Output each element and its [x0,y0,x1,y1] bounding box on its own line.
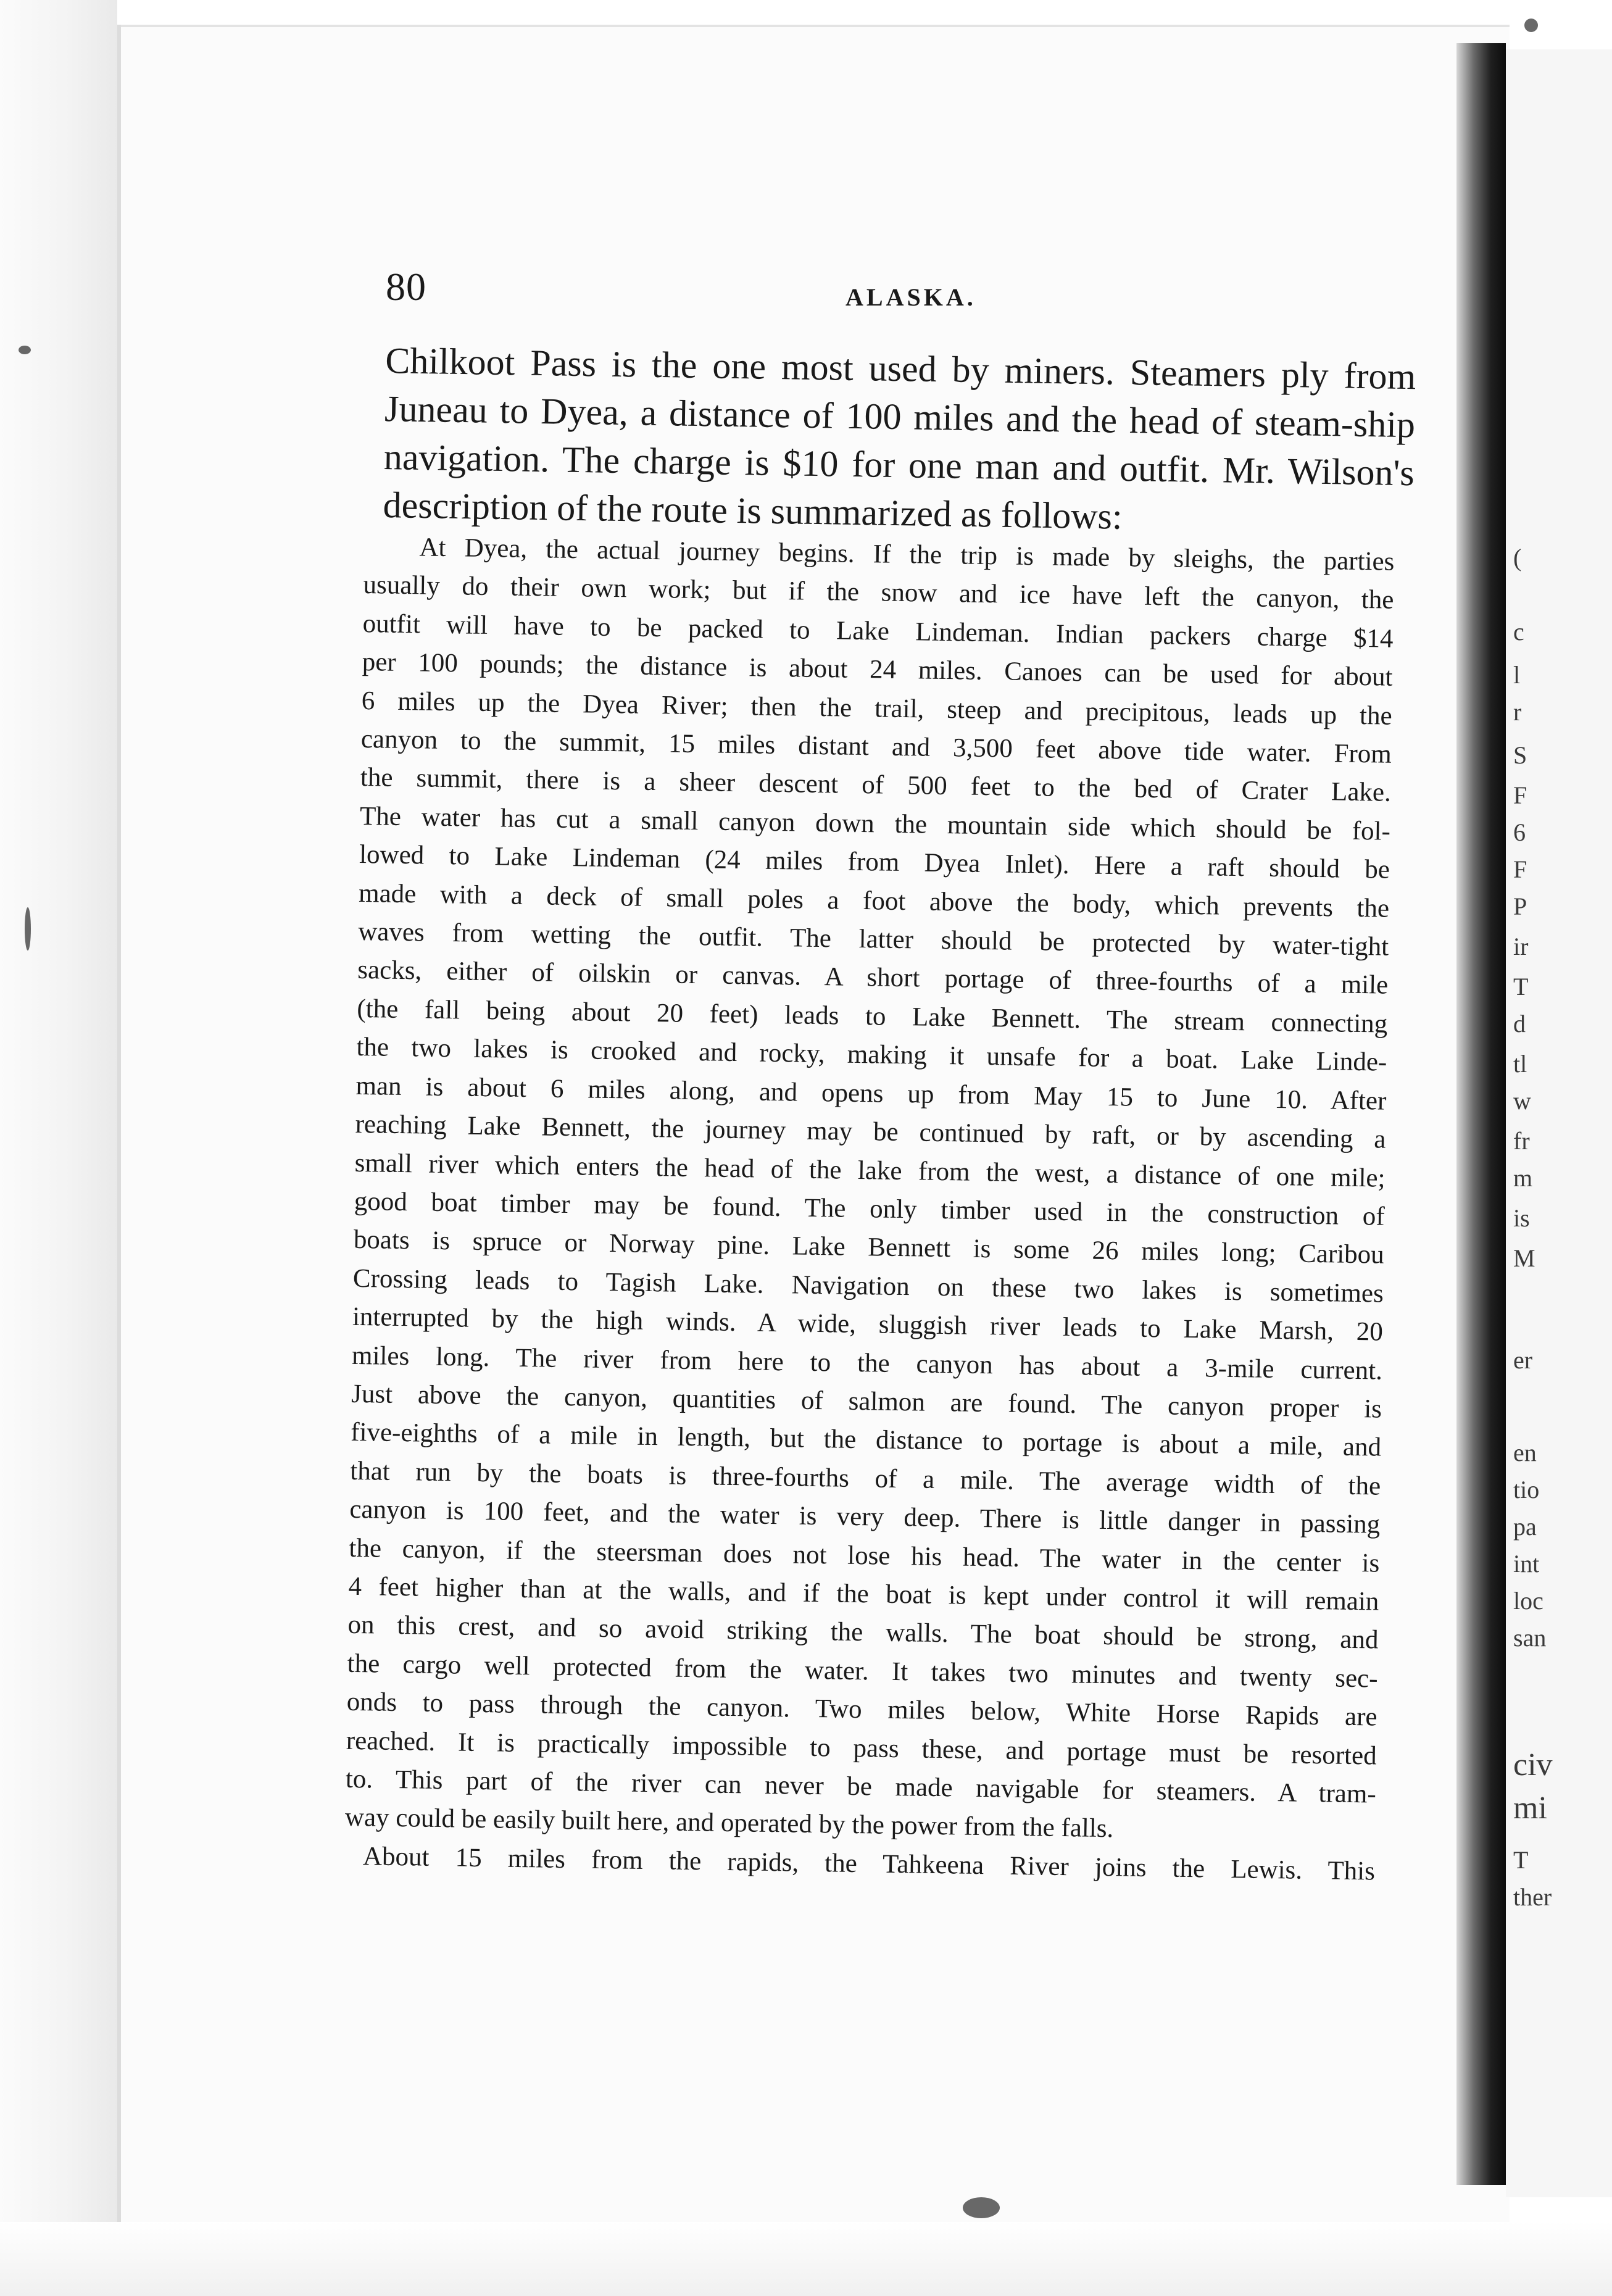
facing-page-fragment: fr [1513,1127,1530,1155]
quoted-description [344,528,1395,1891]
quote-line: made with a deck of small poles a foot above the body, which prevents the [358,878,1390,923]
facing-page-fragment: T [1513,1846,1529,1874]
facing-page-fragment: tl [1513,1050,1527,1078]
page-number: 80 [386,265,426,309]
quote-line: miles long. The river from here to the canyon has about a 3-mile current. [351,1341,1383,1386]
facing-page-fragment: civ [1513,1747,1553,1782]
quote-line: the cargo well protected from the water. It takes two minutes and twenty sec- [347,1649,1378,1694]
facing-page-fragment: is [1513,1204,1530,1232]
quote-line: At Dyea, the actual journey begins. If the trip is made by sleighs, the parties [419,533,1395,576]
quote-line: canyon to the summit, 15 miles distant and 3,500 feet above tide water. From [360,724,1392,769]
quote-line: lowed to Lake Lindeman (24 miles from Dyea Inlet). Here a raft should be [359,840,1390,884]
facing-page-fragment: T [1513,973,1529,1000]
quote-line: that run by the boats is three-fourths of a mile. The average width of the [349,1456,1381,1501]
left-book-edge [0,0,117,2296]
facing-page-fragment: w [1513,1087,1531,1115]
quote-line: the canyon, if the steersman does not lose his head. The water in the center is [349,1533,1380,1578]
quote-line: five-eighths of a mile in length, but the distance to portage is about a mile, and [350,1418,1382,1462]
facing-page-fragment: P [1513,892,1527,920]
quote-line: Just above the canyon, quantities of salmon are found. The canyon proper is [351,1379,1382,1424]
quote-line: 6 miles up the Dyea River; then the trail, steep and precipitous, leads up the [361,686,1393,731]
quote-line: man is about 6 miles along, and opens up from May 15 to June 10. After [355,1071,1387,1116]
quote-line: to. This part of the river can never be made navigable for steamers. A tram- [345,1764,1377,1809]
scan-speck [1524,19,1538,32]
quote-line: The water has cut a small canyon down the mountain side which should be fol- [359,801,1391,846]
facing-page-fragment: F [1513,855,1527,883]
quote-line: way could be easily built here, and operated by the power from the falls. [344,1803,1114,1844]
facing-page-fragment: tio [1513,1476,1540,1504]
quote-line: on this crest, and so avoid striking the walls. The boat should be strong, and [347,1610,1379,1655]
lead-paragraph: Chilkoot Pass is the one most used by miners. Steamers ply from Juneau to Dyea, a distance of 100 miles and the head of steam-ship navigation. The charge is $10 for one man and outfit. Mr. Wilson's description of the route is summarized as follows: [383,339,1416,537]
facing-page-fragment: ( [1513,544,1522,572]
running-head: ALASKA. [845,283,976,311]
quote-line: reached. It is practically impossible to pass these, and portage must be resorted [346,1726,1377,1771]
facing-page-fragment: mi [1513,1791,1547,1826]
quote-line: sacks, either of oilskin or canvas. A short portage of three-fourths of a mile [357,955,1389,1000]
facing-page-fragment: F [1513,781,1527,809]
scan-speck [19,346,31,354]
quote-line: 4 feet higher than at the walls, and if the boat is kept under control it will remain [348,1571,1379,1616]
book-gutter-shadow [1456,43,1506,2185]
quote-line: (the fall being about 20 feet) leads to Lake Bennett. The stream connecting [357,994,1388,1039]
quote-line: canyon is 100 feet, and the water is very deep. There is little danger in passing [349,1494,1381,1539]
facing-page-fragment: l [1513,661,1521,689]
facing-page-fragment: S [1513,741,1527,769]
quote-line: waves from wetting the outfit. The latter should be protected by water-tight [357,917,1389,962]
facing-page-fragment: c [1513,618,1524,646]
quote-line: Crossing leads to Tagish Lake. Navigation on these two lakes is sometimes [352,1263,1384,1308]
facing-page-fragment: m [1513,1164,1533,1192]
quote-line: usually do their own work; but if the snow and ice have left the canyon, the [363,570,1394,615]
quote-line: interrupted by the high winds. A wide, sluggish river leads to Lake Marsh, 20 [352,1302,1384,1347]
quote-line: small river which enters the head of the lake from the west, a distance of one mile; [354,1148,1386,1193]
quote-line: onds to pass through the canyon. Two miles below, White Horse Rapids are [346,1687,1377,1732]
quote-line: boats is spruce or Norway pine. Lake Bennett is some 26 miles long; Caribou [353,1225,1385,1270]
facing-page-fragment: ir [1513,933,1529,960]
facing-page-fragment: er [1513,1346,1533,1374]
scan-speck [25,907,31,950]
facing-page-fragment: san [1513,1624,1547,1652]
quote-line: the two lakes is crooked and rocky, making it unsafe for a boat. Lake Linde- [356,1033,1387,1077]
facing-page-fragment: int [1513,1550,1540,1578]
quote-line: the summit, there is a sheer descent of 500 feet to the bed of Crater Lake. [360,763,1392,808]
facing-page-edge [1506,49,1612,2197]
facing-page-fragment: en [1513,1439,1537,1466]
facing-page-fragment: M [1513,1244,1535,1272]
facing-page-fragment: loc [1513,1587,1543,1615]
quote-line: outfit will have to be packed to Lake Lindeman. Indian packers charge $14 [362,609,1394,654]
quote-line: good boat timber may be found. The only timber used in the construction of [354,1186,1385,1231]
facing-page-fragment: 6 [1513,818,1526,846]
facing-page-fragment: pa [1513,1513,1537,1541]
quote-line: per 100 pounds; the distance is about 24 miles. Canoes can be used for about [362,647,1393,692]
final-line: About 15 miles from the rapids, the Tahkeena River joins the Lewis. This [362,1842,1376,1886]
bottom-scan-edge [0,2222,1612,2296]
facing-page-fragment: ther [1513,1883,1552,1911]
quote-line: reaching Lake Bennett, the journey may be continued by raft, or by ascending a [355,1109,1386,1154]
facing-page-fragment: r [1513,698,1522,726]
facing-page-fragment: d [1513,1010,1526,1038]
scan-speck [963,2197,1000,2218]
